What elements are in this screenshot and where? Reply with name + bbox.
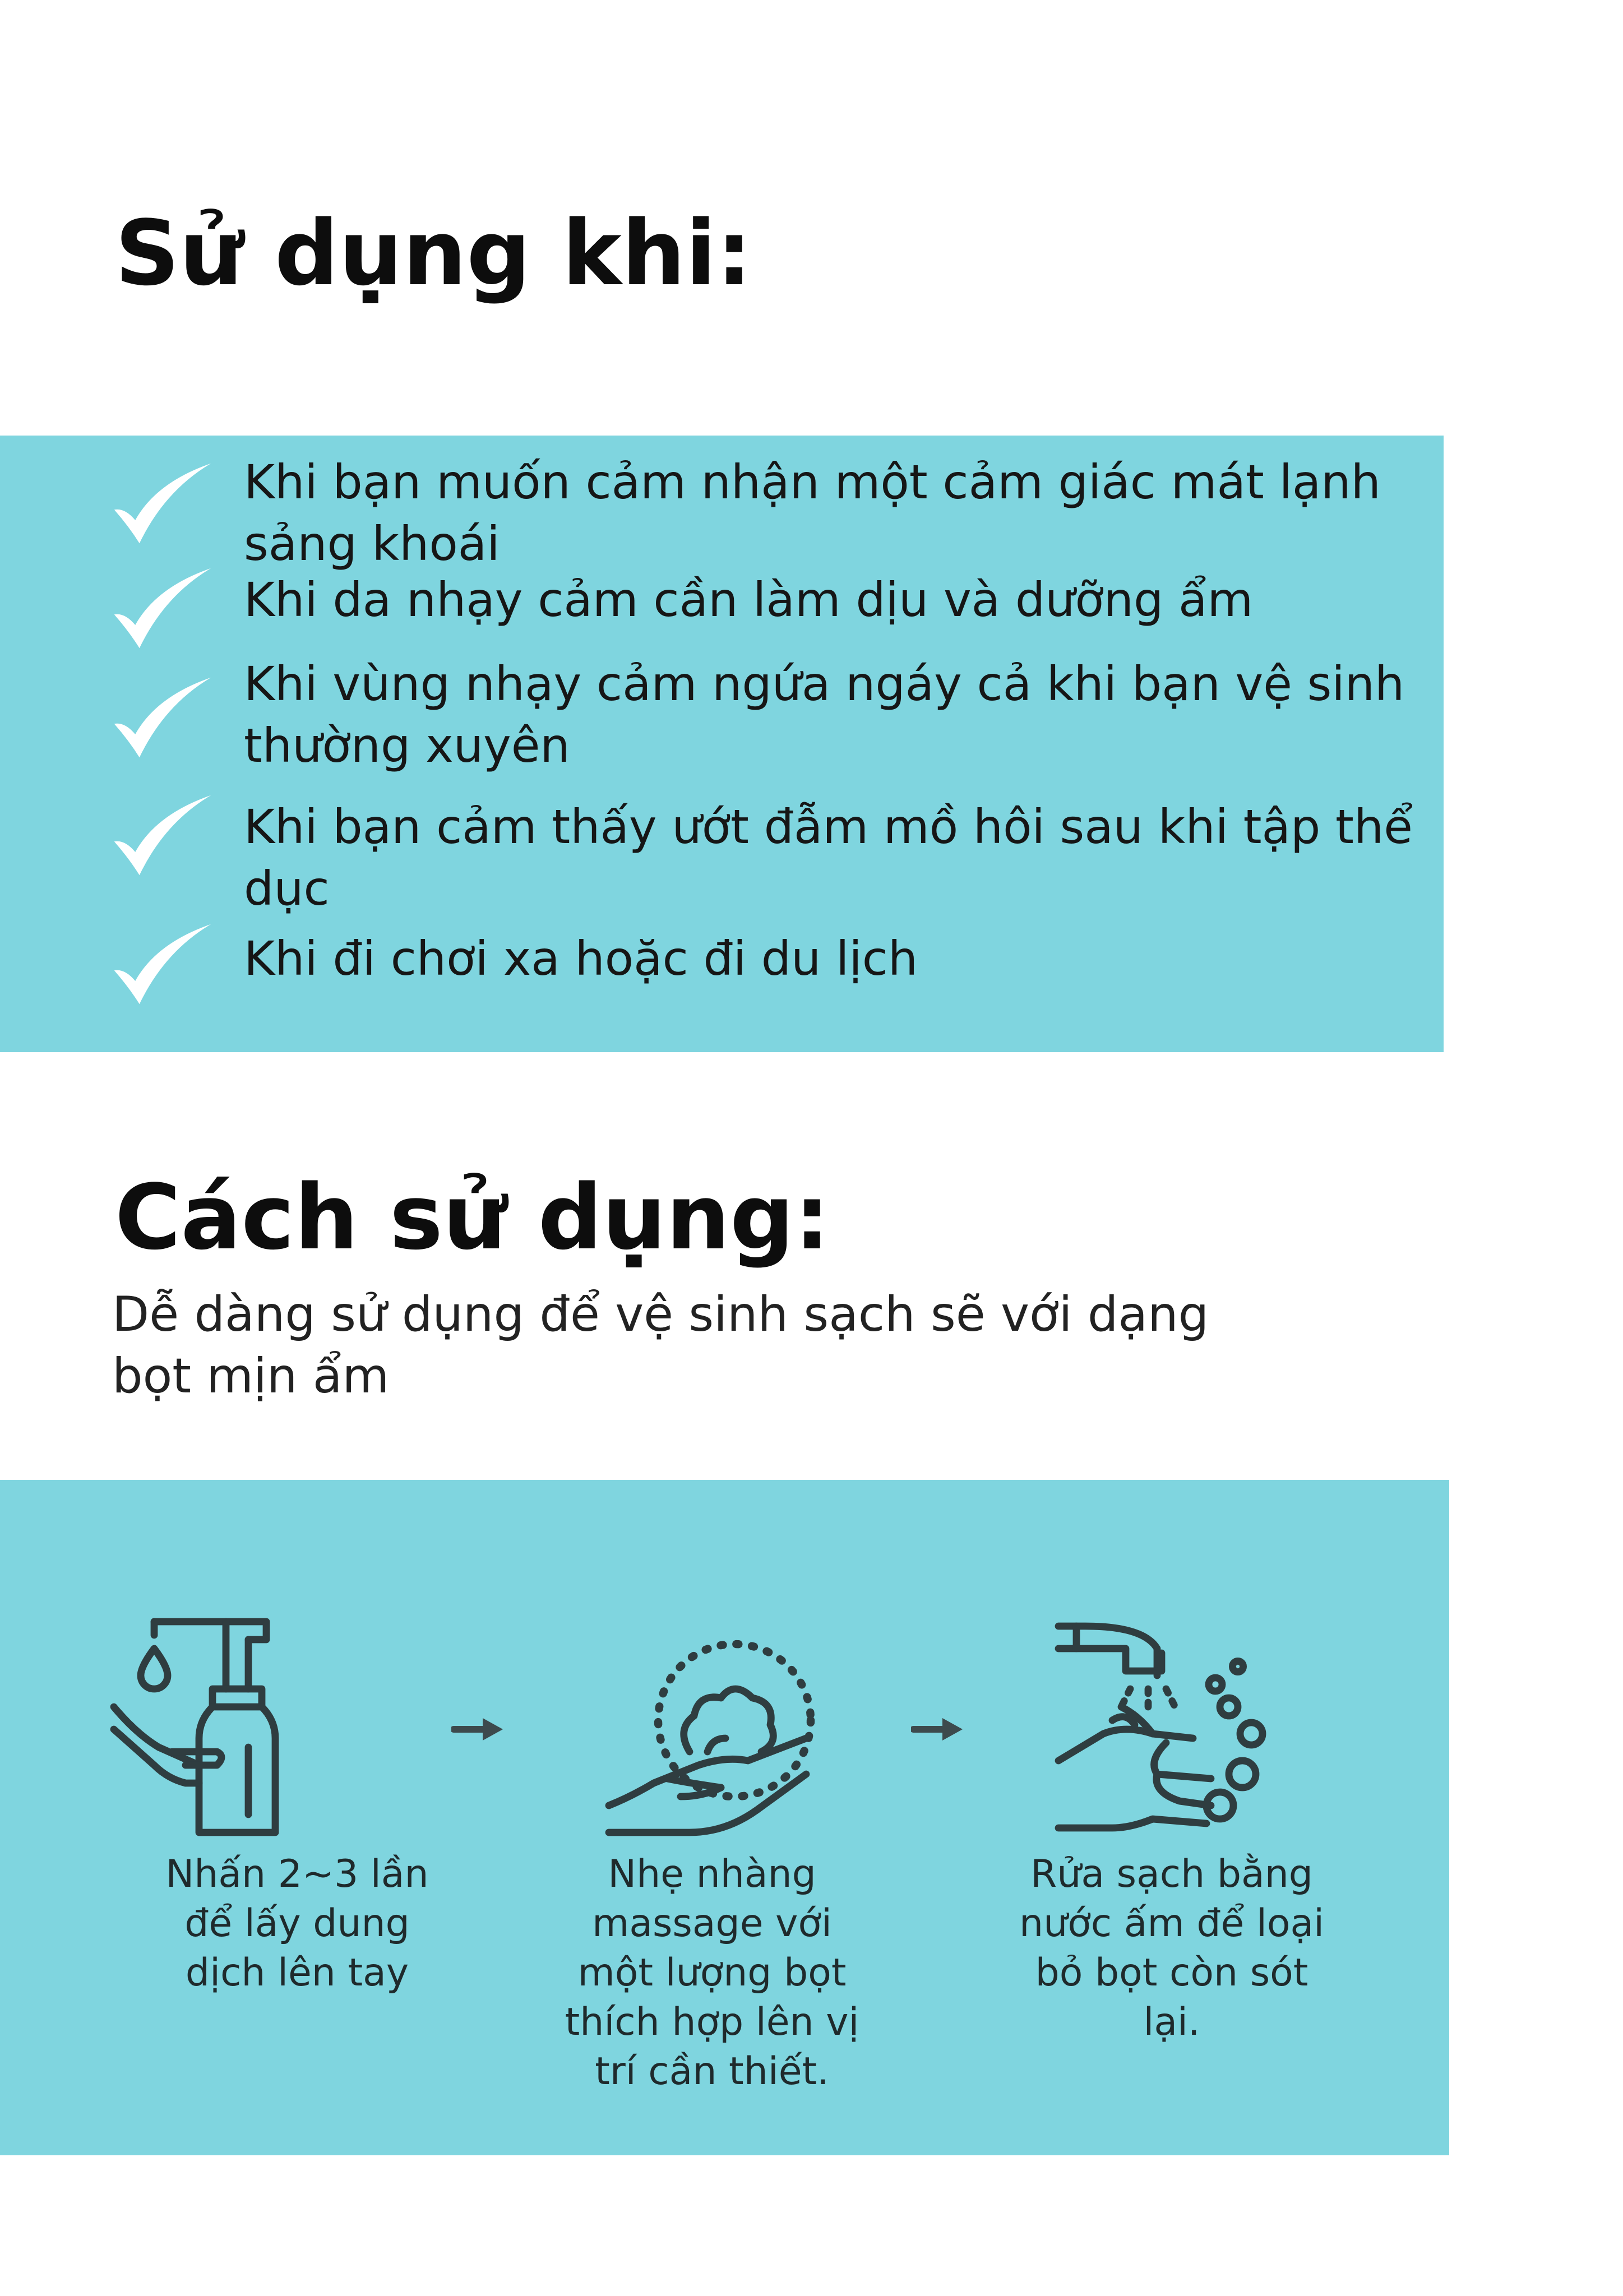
section-how-subtitle: Dễ dàng sử dụng để vệ sinh sạch sẽ với dạng bọt mịn ẩm: [112, 1286, 1209, 1404]
foam-hand-icon: [600, 1617, 824, 1841]
step-text-1: Nhấn 2~3 lần để lấy dung dịch lên tay: [165, 1852, 429, 1995]
arrow-right-icon: [451, 1712, 507, 1746]
when-item: [109, 928, 1421, 1012]
when-item: [109, 569, 1421, 653]
when-item-text: Khi vùng nhạy cảm ngứa ngáy cả khi bạn vệ sinh thường xuyên: [244, 656, 1405, 773]
checkmark-icon: [109, 922, 216, 1006]
checkmark-icon: [109, 793, 216, 877]
section-when-title: Sử dụng khi:: [115, 201, 752, 305]
step-text-2: Nhẹ nhàng massage với một lượng bọt thích hợp lên vị trí cần thiết.: [565, 1852, 859, 2094]
when-item-text: Khi đi chơi xa hoặc đi du lịch: [244, 931, 918, 986]
when-item-text: Khi da nhạy cảm cần làm dịu và dưỡng ẩm: [244, 572, 1254, 627]
checkmark-icon: [109, 566, 216, 650]
when-item: [109, 653, 1421, 796]
when-list: [109, 451, 1421, 1012]
step-text-3: Rửa sạch bằng nước ấm để loại bỏ bọt còn sót lại.: [1019, 1852, 1324, 2044]
arrow-right-icon: [911, 1712, 967, 1746]
when-item: [109, 451, 1421, 569]
checkmark-icon: [109, 461, 216, 545]
when-item: [109, 796, 1421, 928]
checkmark-icon: [109, 675, 216, 760]
faucet-washing-hands-icon: [1054, 1617, 1278, 1841]
when-item-text: Khi bạn cảm thấy ướt đẫm mồ hôi sau khi tập thể dục: [244, 799, 1413, 916]
when-item-text: Khi bạn muốn cảm nhận một cảm giác mát lạnh sảng khoái: [244, 455, 1381, 571]
pump-bottle-hand-icon: [109, 1617, 334, 1841]
section-how-title: Cách sử dụng:: [115, 1165, 830, 1270]
